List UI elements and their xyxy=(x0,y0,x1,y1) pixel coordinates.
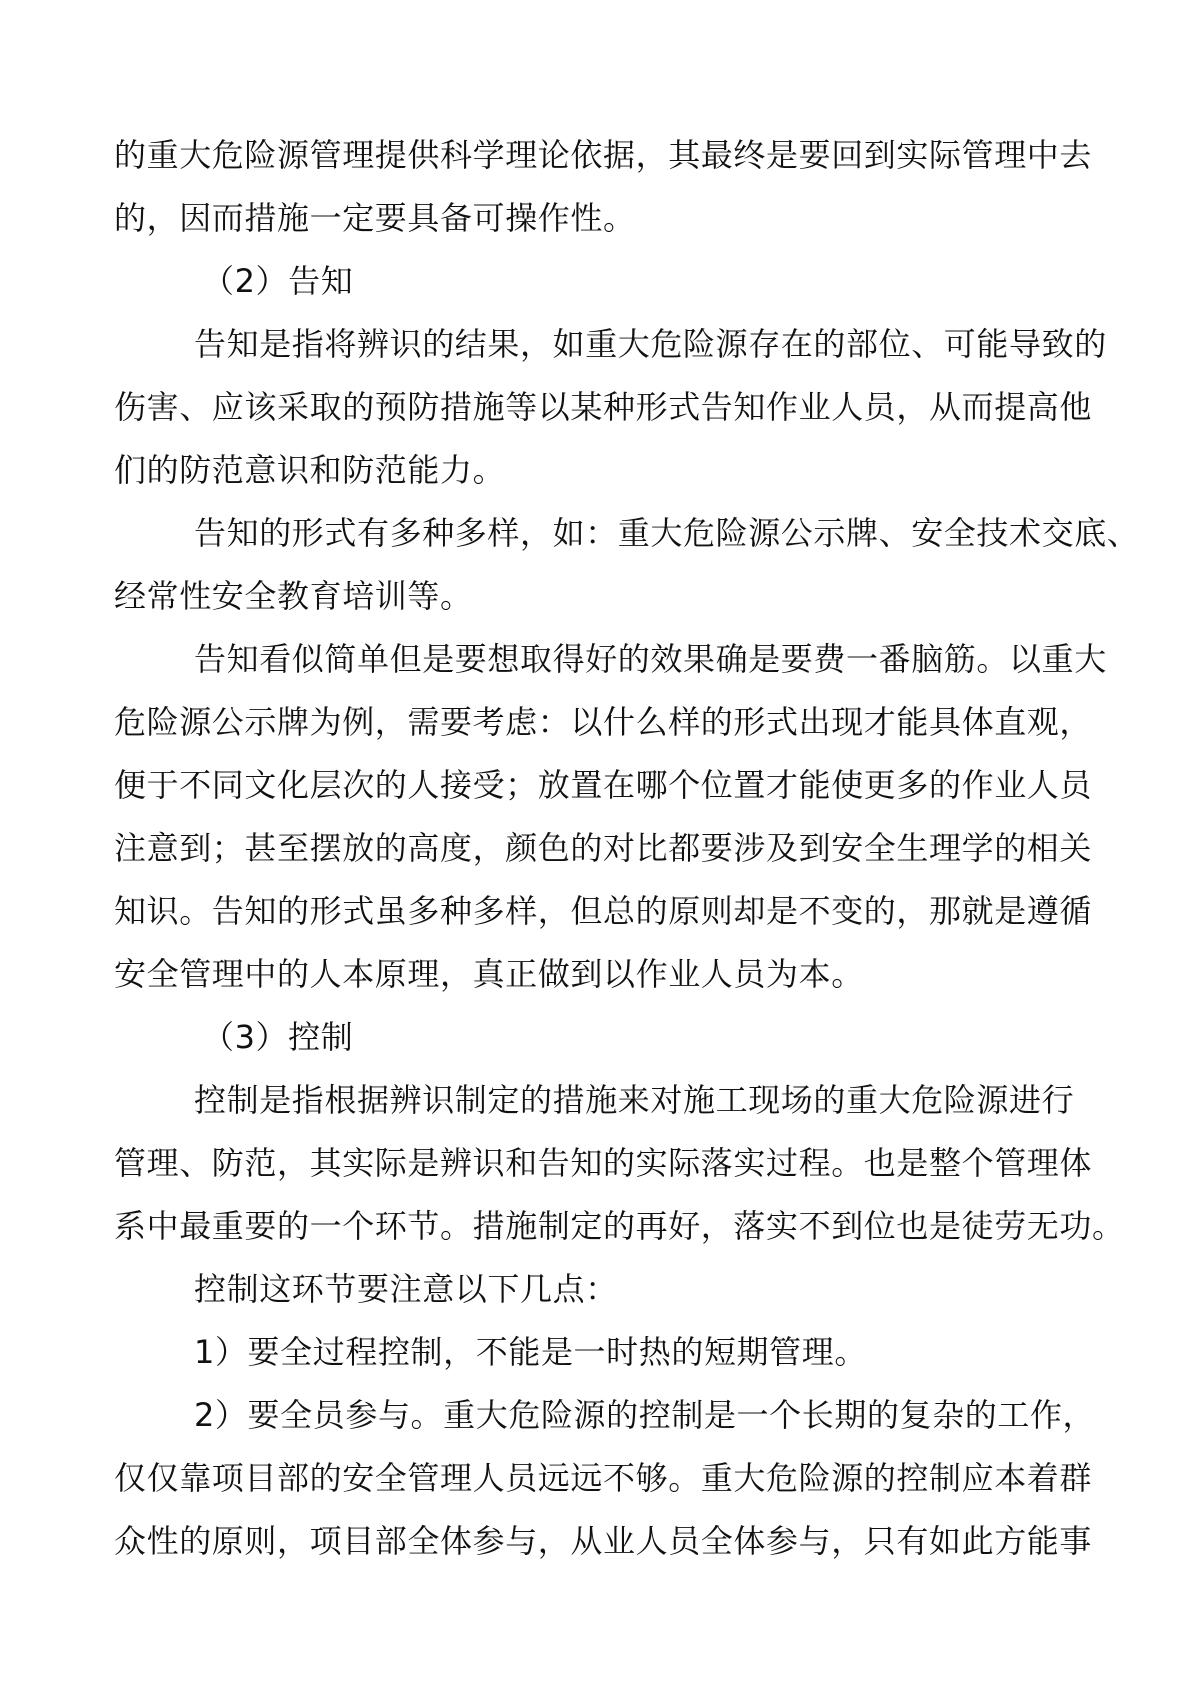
text-line: 2）要全员参与。重大危险源的控制是一个长期的复杂的工作， xyxy=(194,1396,1096,1434)
heading-line: （3）控制 xyxy=(202,1018,354,1056)
text-line: 1）要全过程控制，不能是一时热的短期管理。 xyxy=(194,1333,867,1371)
text-line: 告知看似简单但是要想取得好的效果确是要费一番脑筋。以重大 xyxy=(194,640,1107,678)
text-line: 控制这环节要注意以下几点： xyxy=(194,1270,618,1308)
text-line: 经常性安全教育培训等。 xyxy=(114,577,473,615)
text-line: 系中最重要的一个环节。措施制定的再好，落实不到位也是徒劳无功。 xyxy=(114,1207,1125,1245)
body-text xyxy=(114,124,1140,1573)
text-line: 的，因而措施一定要具备可操作性。 xyxy=(114,199,636,237)
list-item-2 xyxy=(114,1384,1114,1573)
text-line: 知识。告知的形式虽多种多样，但总的原则却是不变的，那就是遵循 xyxy=(114,892,1093,930)
text-line: 们的防范意识和防范能力。 xyxy=(114,451,506,489)
text-line: 的重大危险源管理提供科学理论依据，其最终是要回到实际管理中去 xyxy=(114,136,1093,174)
paragraph-control-points-intro xyxy=(114,1258,1114,1321)
text-line: 安全管理中的人本原理，真正做到以作业人员为本。 xyxy=(114,955,864,993)
text-line: 告知的形式有多种多样，如：重大危险源公示牌、安全技术交底、 xyxy=(194,514,1140,552)
text-line: 众性的原则，项目部全体参与，从业人员全体参与，只有如此方能事 xyxy=(114,1522,1093,1560)
text-line: 便于不同文化层次的人接受；放置在哪个位置才能使更多的作业人员 xyxy=(114,766,1093,804)
text-line: 注意到；甚至摆放的高度，颜色的对比都要涉及到安全生理学的相关 xyxy=(114,829,1093,867)
text-line: 告知是指将辨识的结果，如重大危险源存在的部位、可能导致的 xyxy=(194,325,1107,363)
text-line: 伤害、应该采取的预防措施等以某种形式告知作业人员，从而提高他 xyxy=(114,388,1093,426)
text-line: 危险源公示牌为例，需要考虑：以什么样的形式出现才能具体直观， xyxy=(114,703,1093,741)
list-item-1 xyxy=(114,1321,1114,1384)
text-line: 管理、防范，其实际是辨识和告知的实际落实过程。也是整个管理体 xyxy=(114,1144,1093,1182)
text-line: 仅仅靠项目部的安全管理人员远远不够。重大危险源的控制应本着群 xyxy=(114,1459,1093,1497)
section-heading-notification xyxy=(114,250,1114,313)
heading-line: （2）告知 xyxy=(202,262,354,300)
paragraph-continuation xyxy=(114,124,1114,250)
paragraph-control-definition xyxy=(114,1069,1125,1258)
paragraph-notification-forms xyxy=(114,502,1140,628)
paragraph-notification-effect xyxy=(114,628,1114,1006)
text-line: 控制是指根据辨识制定的措施来对施工现场的重大危险源进行 xyxy=(194,1081,1075,1119)
paragraph-notification-definition xyxy=(114,313,1114,502)
section-heading-control xyxy=(114,1006,1114,1069)
